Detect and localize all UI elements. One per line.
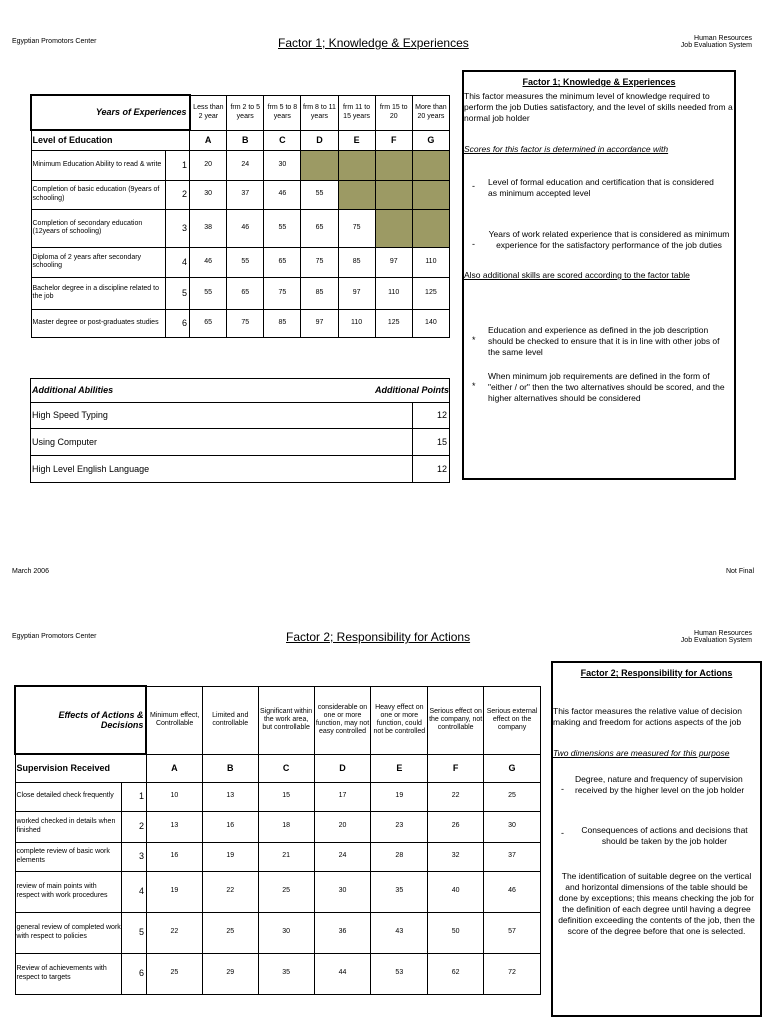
page-title-2: Factor 2; Responsibility for Actions xyxy=(286,630,471,644)
table-row xyxy=(15,842,541,871)
footer-date: March 2006 xyxy=(12,568,49,575)
f1-letter: F xyxy=(375,130,412,150)
hr-line2: Job Evaluation System xyxy=(680,637,752,644)
row-label: Completion of secondary education (12years of schooling) xyxy=(31,209,165,247)
org-name-2: Egyptian Promotors Center xyxy=(12,633,97,640)
cell: 65 xyxy=(264,247,301,277)
cell: 85 xyxy=(264,309,301,337)
bullet-text: Degree, nature and frequency of supervision received by the higher level on the job holder xyxy=(575,773,745,795)
f2-col: Significant within the work area, but controllable xyxy=(258,686,314,754)
dash-marker: - xyxy=(561,827,564,838)
f2-col: Serious effect on the company, not controllable xyxy=(428,686,484,754)
cell: 22 xyxy=(146,912,202,953)
f2-letter: G xyxy=(484,754,541,782)
bullet-item xyxy=(553,825,760,847)
cell: 13 xyxy=(146,811,202,842)
star-marker: * xyxy=(472,335,476,346)
box-note: The identification of suitable degree on the vertical and horizontal dimensions of the table should be done by exceptions; this means checking the job for the definition of each degree until having a degree definition exceeding the contents of the job, then the score of the degree before that one is selected. xyxy=(558,871,755,937)
cell: 46 xyxy=(484,871,541,912)
cell: 75 xyxy=(301,247,338,277)
cell: 44 xyxy=(314,953,371,994)
cell: 24 xyxy=(314,842,371,871)
cell: 21 xyxy=(258,842,314,871)
f2-col: Heavy effect on one or more function, could not be controlled xyxy=(371,686,428,754)
cell: 19 xyxy=(371,782,428,811)
shaded-cell xyxy=(338,180,375,209)
cell: 25 xyxy=(146,953,202,994)
hr-line2: Job Evaluation System xyxy=(680,42,752,49)
factor1-description-box xyxy=(462,70,736,480)
row-number: 2 xyxy=(122,811,147,842)
cell: 24 xyxy=(227,150,264,180)
cell: 19 xyxy=(202,842,258,871)
note-item xyxy=(464,371,734,404)
factor2-description-box xyxy=(551,661,762,1017)
hr-header xyxy=(681,35,752,49)
row-number: 3 xyxy=(122,842,147,871)
f1-letter: E xyxy=(338,130,375,150)
cell: 110 xyxy=(412,247,449,277)
row-number: 1 xyxy=(165,150,189,180)
hr-line1: Human Resources xyxy=(694,630,752,637)
abilities-header: Additional Abilities xyxy=(31,379,413,403)
cell: 20 xyxy=(190,150,227,180)
cell: 37 xyxy=(227,180,264,209)
f1-corner-label: Years of Experiences xyxy=(31,95,190,130)
cell: 55 xyxy=(264,209,301,247)
f1-letter: D xyxy=(301,130,338,150)
cell: 62 xyxy=(428,953,484,994)
f2-letter: C xyxy=(258,754,314,782)
f1-col-b: frm 2 to 5 years xyxy=(227,95,264,130)
cell: 30 xyxy=(258,912,314,953)
cell: 32 xyxy=(428,842,484,871)
cell: 125 xyxy=(375,309,412,337)
f1-col-d: frm 8 to 11 years xyxy=(301,95,338,130)
ability-label: Using Computer xyxy=(31,429,413,456)
cell: 40 xyxy=(428,871,484,912)
bullet-text: Years of work related experience that is considered as minimum experience for the satisfactory performance of the job duties xyxy=(488,228,730,251)
row-label: general review of completed work with respect to policies xyxy=(15,912,122,953)
cell: 43 xyxy=(371,912,428,953)
table-row xyxy=(15,912,541,953)
shaded-cell xyxy=(301,150,338,180)
cell: 20 xyxy=(314,811,371,842)
f2-col: Limited and controllable xyxy=(202,686,258,754)
box-title: Factor 1; Knowledge & Experiences xyxy=(522,77,676,87)
row-number: 4 xyxy=(122,871,147,912)
row-number: 1 xyxy=(122,782,147,811)
cell: 26 xyxy=(428,811,484,842)
cell: 55 xyxy=(301,180,338,209)
cell: 65 xyxy=(301,209,338,247)
hr-header-2 xyxy=(681,630,752,644)
table-row xyxy=(31,309,450,337)
row-label: Close detailed check frequently xyxy=(15,782,122,811)
table-row xyxy=(15,871,541,912)
ability-points: 15 xyxy=(412,429,450,456)
f2-letter: B xyxy=(202,754,258,782)
cell: 37 xyxy=(484,842,541,871)
cell: 18 xyxy=(258,811,314,842)
row-number: 6 xyxy=(165,309,189,337)
shaded-cell xyxy=(375,150,412,180)
cell: 46 xyxy=(227,209,264,247)
cell: 50 xyxy=(428,912,484,953)
cell: 30 xyxy=(484,811,541,842)
f1-col-c: frm 5 to 8 years xyxy=(264,95,301,130)
cell: 28 xyxy=(371,842,428,871)
row-number: 3 xyxy=(165,209,189,247)
cell: 23 xyxy=(371,811,428,842)
cell: 97 xyxy=(375,247,412,277)
f2-letter: F xyxy=(428,754,484,782)
cell: 16 xyxy=(146,842,202,871)
cell: 36 xyxy=(314,912,371,953)
cell: 13 xyxy=(202,782,258,811)
box-intro: This factor measures the relative value of decision making and freedom for actions aspects of the job xyxy=(553,705,742,727)
cell: 75 xyxy=(264,277,301,309)
bullet-text: Consequences of actions and decisions that should be taken by the job holder xyxy=(581,824,748,846)
cell: 35 xyxy=(258,953,314,994)
cell: 110 xyxy=(338,309,375,337)
cell: 75 xyxy=(338,209,375,247)
shaded-cell xyxy=(338,150,375,180)
row-label: Completion of basic education (9years of schooling) xyxy=(31,180,165,209)
cell: 25 xyxy=(202,912,258,953)
shaded-cell xyxy=(375,209,412,247)
row-label: worked checked in details when finished xyxy=(15,811,122,842)
f1-col-f: frm 15 to 20 xyxy=(375,95,412,130)
bullet-item xyxy=(553,774,760,796)
bullet-item xyxy=(464,229,734,251)
table-row xyxy=(31,209,450,247)
org-name: Egyptian Promotors Center xyxy=(12,38,97,45)
table-row xyxy=(31,403,450,429)
row-label: Bachelor degree in a discipline related to the job xyxy=(31,277,165,309)
cell: 125 xyxy=(412,277,449,309)
note-text: Education and experience as defined in the job description should be checked to ensure that it is in line with other jobs of the same level xyxy=(488,325,720,358)
cell: 22 xyxy=(202,871,258,912)
ability-points: 12 xyxy=(412,456,450,483)
dash-marker: - xyxy=(561,783,564,794)
cell: 46 xyxy=(190,247,227,277)
table-row xyxy=(15,811,541,842)
f1-col-g: More than 20 years xyxy=(412,95,449,130)
f1-letter: B xyxy=(227,130,264,150)
row-label: Review of achievements with respect to targets xyxy=(15,953,122,994)
cell: 72 xyxy=(484,953,541,994)
cell: 140 xyxy=(412,309,449,337)
table-row xyxy=(31,277,450,309)
row-label: review of main points with respect with work procedures xyxy=(15,871,122,912)
ability-points: 12 xyxy=(412,403,450,429)
page-title: Factor 1; Knowledge & Experiences xyxy=(278,36,469,50)
f2-col: considerable on one or more function, may not easy controlled xyxy=(314,686,371,754)
table-row xyxy=(15,953,541,994)
cell: 38 xyxy=(190,209,227,247)
ability-label: High Level English Language xyxy=(31,456,413,483)
row-number: 5 xyxy=(122,912,147,953)
table-row xyxy=(15,782,541,811)
cell: 25 xyxy=(258,871,314,912)
f1-letter: A xyxy=(190,130,227,150)
factor2-table xyxy=(14,685,541,995)
box-dims-note: Two dimensions are measured for this purpose xyxy=(553,747,730,758)
f2-corner-label: Effects of Actions & Decisions xyxy=(15,686,146,754)
table-row xyxy=(31,429,450,456)
cell: 46 xyxy=(264,180,301,209)
f2-level-label: Supervision Received xyxy=(15,754,146,782)
cell: 25 xyxy=(484,782,541,811)
box-intro: This factor measures the minimum level of knowledge required to perform the job Duties satisfactory, and the level of skills needed from a normal job holder xyxy=(464,90,733,123)
cell: 53 xyxy=(371,953,428,994)
hr-line1: Human Resources xyxy=(694,35,752,42)
box-scores-note: Scores for this factor is determined in accordance with xyxy=(464,143,669,154)
cell: 35 xyxy=(371,871,428,912)
table-row xyxy=(31,180,450,209)
points-header-text: Additional Points xyxy=(375,385,449,396)
abilities-table xyxy=(30,378,450,483)
cell: 16 xyxy=(202,811,258,842)
cell: 30 xyxy=(264,150,301,180)
shaded-cell xyxy=(412,209,449,247)
dash-marker: - xyxy=(472,238,475,249)
cell: 75 xyxy=(227,309,264,337)
bullet-item xyxy=(464,177,734,199)
note-text: When minimum job requirements are defined in the form of "either / or" then the two alternatives should be scored, and the higher alternatives should be considered xyxy=(488,371,725,404)
f2-col: Serious external effect on the company xyxy=(484,686,541,754)
shaded-cell xyxy=(412,150,449,180)
table-row xyxy=(31,150,450,180)
row-label: Diploma of 2 years after secondary schooling xyxy=(31,247,165,277)
cell: 22 xyxy=(428,782,484,811)
row-label: Minimum Education Ability to read & write xyxy=(31,150,165,180)
dash-marker: - xyxy=(472,180,475,191)
cell: 15 xyxy=(258,782,314,811)
f2-letter: D xyxy=(314,754,371,782)
star-marker: * xyxy=(472,381,476,392)
points-header xyxy=(375,379,450,403)
f1-col-e: frm 11 to 15 years xyxy=(338,95,375,130)
f1-letter: C xyxy=(264,130,301,150)
cell: 97 xyxy=(301,309,338,337)
factor1-table xyxy=(30,94,450,338)
cell: 85 xyxy=(338,247,375,277)
f2-col: Minimum effect, Controllable xyxy=(146,686,202,754)
cell: 85 xyxy=(301,277,338,309)
footer-status: Not Final xyxy=(725,568,754,575)
row-label: Master degree or post-graduates studies xyxy=(31,309,165,337)
f1-level-label: Level of Education xyxy=(31,130,190,150)
cell: 57 xyxy=(484,912,541,953)
box-title: Factor 2; Responsibility for Actions xyxy=(580,668,733,678)
note-item xyxy=(464,325,734,358)
f1-letter: G xyxy=(412,130,449,150)
row-number: 6 xyxy=(122,953,147,994)
shaded-cell xyxy=(375,180,412,209)
cell: 17 xyxy=(314,782,371,811)
row-number: 4 xyxy=(165,247,189,277)
cell: 30 xyxy=(314,871,371,912)
cell: 65 xyxy=(227,277,264,309)
cell: 65 xyxy=(190,309,227,337)
bullet-text: Level of formal education and certification that is considered as minimum accepted level xyxy=(488,176,714,198)
ability-label: High Speed Typing xyxy=(31,403,413,429)
cell: 10 xyxy=(146,782,202,811)
cell: 29 xyxy=(202,953,258,994)
cell: 55 xyxy=(190,277,227,309)
row-number: 2 xyxy=(165,180,189,209)
box-additional: Also additional skills are scored according to the factor table xyxy=(464,270,690,281)
table-row xyxy=(31,247,450,277)
f2-letter: A xyxy=(146,754,202,782)
cell: 19 xyxy=(146,871,202,912)
cell: 110 xyxy=(375,277,412,309)
f2-letter: E xyxy=(371,754,428,782)
cell: 30 xyxy=(190,180,227,209)
f1-col-a: Less than 2 year xyxy=(190,95,227,130)
table-row xyxy=(31,456,450,483)
cell: 55 xyxy=(227,247,264,277)
row-label: complete review of basic work elements xyxy=(15,842,122,871)
cell: 97 xyxy=(338,277,375,309)
row-number: 5 xyxy=(165,277,189,309)
shaded-cell xyxy=(412,180,449,209)
